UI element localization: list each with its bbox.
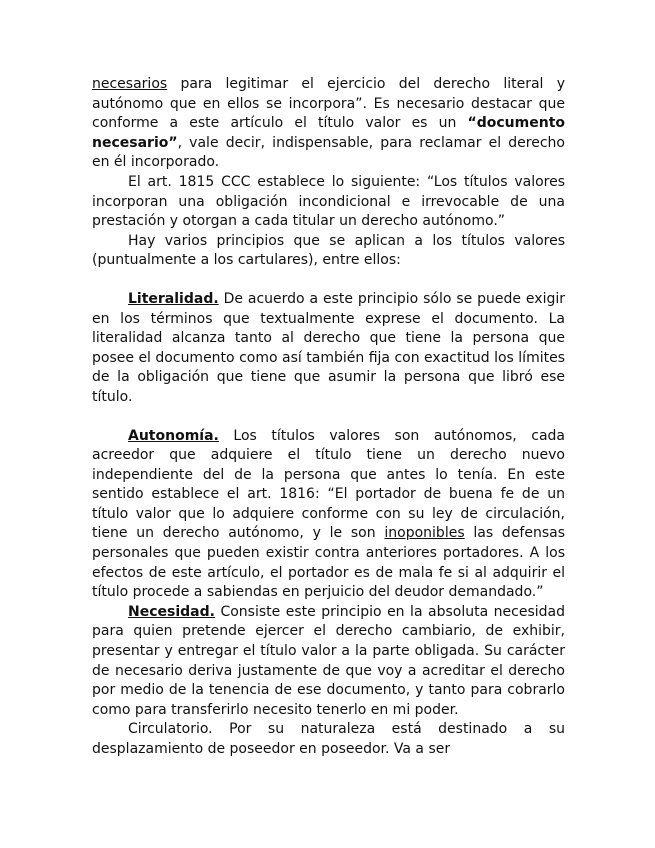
paragraph-text: Consiste este principio en la absoluta necesidad para quien pretende ejercer el derecho cambiario, de exhibir, presentar y entregar el título valor a la parte obligada. Su carácter de necesario deriva justamente de que voy a acreditar el derecho por medio de la tenencia de ese documento, y tanto para cobrarlo como para transferirlo necesito tenerlo en mi poder. xyxy=(92,603,565,718)
document-page xyxy=(92,75,565,760)
heading-autonomia: Autonomía. xyxy=(128,427,219,444)
paragraph-gap xyxy=(92,271,565,290)
bold-phrase: “documento necesario” xyxy=(92,115,565,151)
heading-literalidad: Literalidad. xyxy=(128,290,219,307)
paragraph-text: las defensas personales que pueden existir contra anteriores portadores. A los efectos de este artículo, el portador es de mala fe si al adquirir el título procede a sabiendas en perjuicio del deudor demandado.” xyxy=(92,525,565,601)
paragraph-text: De acuerdo a este principio sólo se puede exigir en los términos que textualmente exprese el documento. La literalidad alcanza tanto al derecho que tiene la persona que posee el documento como así también fija con exactitud los límites de la obligación que tiene que asumir la persona que libró ese título. xyxy=(92,290,565,405)
paragraph-text: para legitimar el ejercicio del derecho literal y autónomo que en ellos se incorpora”. Es necesario destacar que conforme a este artículo el título valor es un xyxy=(92,76,565,132)
paragraph-1 xyxy=(92,75,565,173)
underlined-word: necesarios xyxy=(92,76,168,92)
paragraph-circulatorio: Circulatorio. Por su naturaleza está destinado a su desplazamiento de poseedor en poseedor. Va a ser xyxy=(92,721,565,757)
underlined-word: inoponibles xyxy=(384,525,465,542)
paragraph-literalidad xyxy=(92,290,565,408)
paragraph-text: , vale decir, indispensable, para reclamar el derecho en él incorporado. xyxy=(92,134,565,171)
paragraph-necesidad xyxy=(92,603,565,721)
paragraph-art-1815: El art. 1815 CCC establece lo siguiente: “Los títulos valores incorporan una obligación incondicional e irrevocable de una prestación y otorgan a cada titular un derecho autónomo.” xyxy=(92,173,565,230)
heading-necesidad: Necesidad. xyxy=(128,603,215,620)
paragraph-principios: Hay varios principios que se aplican a los títulos valores (puntualmente a los cartulares), entre ellos: xyxy=(92,232,565,269)
paragraph-gap xyxy=(92,408,565,427)
paragraph-autonomia xyxy=(92,427,565,603)
paragraph-text: Los títulos valores son autónomos, cada acreedor que adquiere el título tiene un derecho nuevo independiente del de la persona que antes lo tenía. En este sentido establece el art. 1816: “El portador de buena fe de un título valor que lo adquiere conforme con su ley de circulación, tiene un derecho autónomo, y le son xyxy=(92,427,565,542)
